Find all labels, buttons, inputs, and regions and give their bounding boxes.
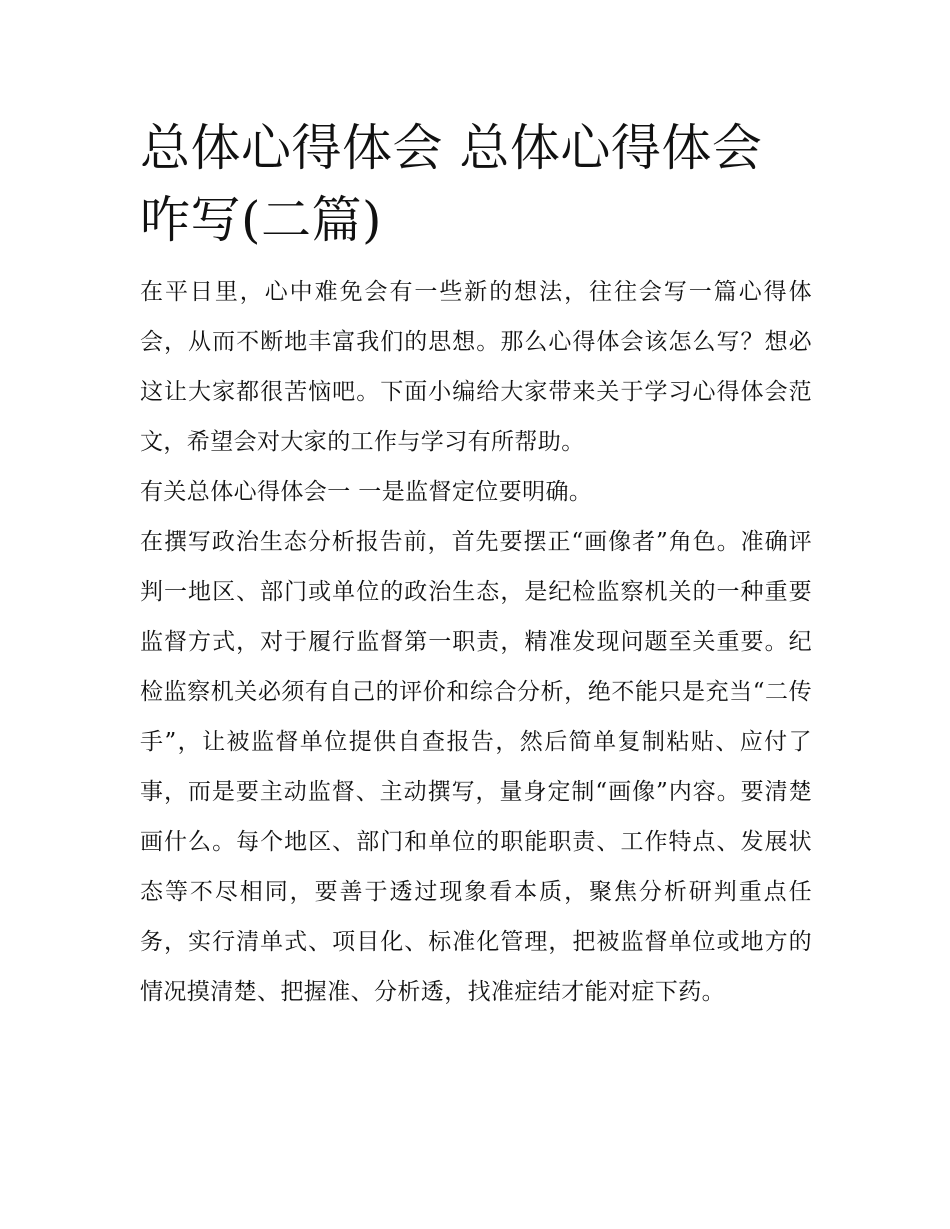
intro-paragraph: 在平日里，心中难免会有一些新的想法，往往会写一篇心得体会，从而不断地丰富我们的思想。那么心得体会该怎么写？想必这让大家都很苦恼吧。下面小编给大家带来关于学习心得体会范文，希望会对大家的工作与学习有所帮助。 (140, 279, 812, 455)
body-paragraph: 在撰写政治生态分析报告前，首先要摆正“画像者”角色。准确评判一地区、部门或单位的政治生态，是纪检监察机关的一种重要监督方式，对于履行监督第一职责，精准发现问题至关重要。纪检监察机关必须有自己的评价和综合分析，绝不能只是充当“二传手”，让被监督单位提供自查报告，然后简单复制粘贴、应付了事，而是要主动监督、主动撰写，量身定制“画像”内容。要清楚画什么。每个地区、部门和单位的职能职责、工作特点、发展状态等不尽相同，要善于透过现象看本质，聚焦分析研判重点任务，实行清单式、项目化、标准化管理，把被监督单位或地方的情况摸清楚、把握准、分析透，找准症结才能对症下药。 (140, 529, 812, 1005)
document-title: 总体心得体会 总体心得体会咋写(二篇) (140, 119, 763, 249)
document-content (140, 112, 812, 1017)
section-heading: 有关总体心得体会一 一是监督定位要明确。 (140, 479, 593, 505)
